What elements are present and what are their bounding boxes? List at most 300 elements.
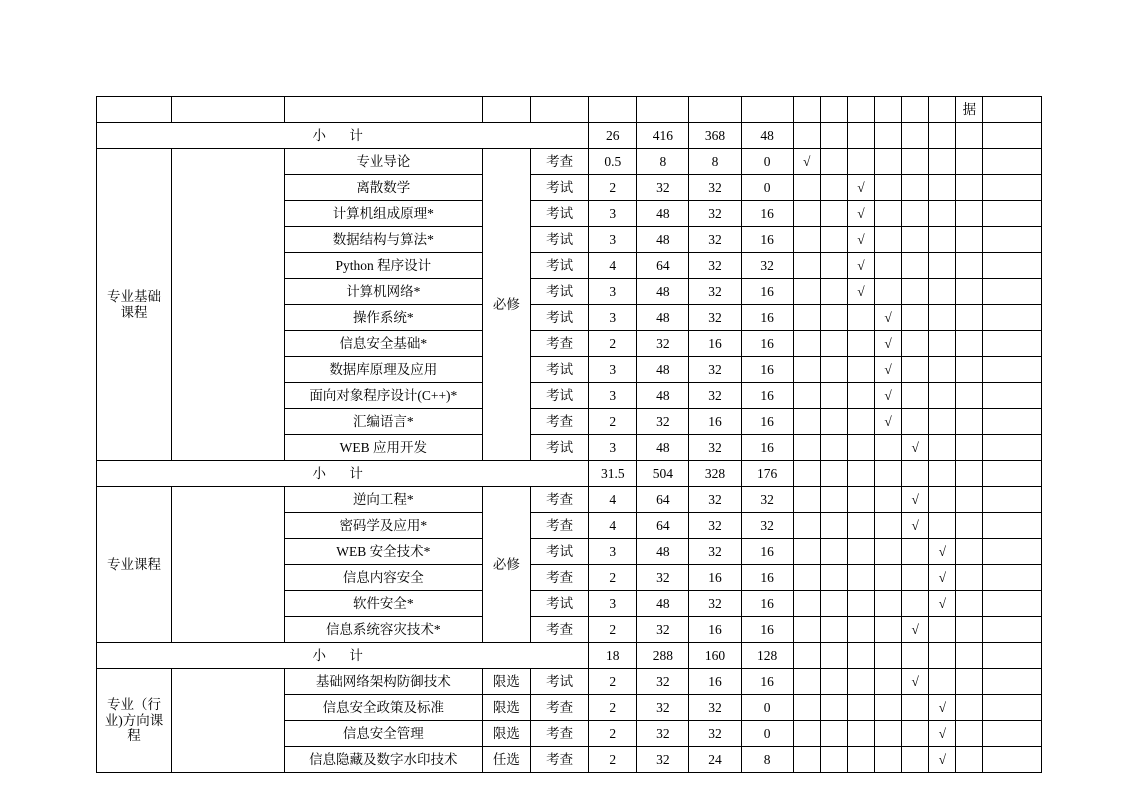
assessment: 考试: [530, 383, 588, 409]
term-7: [956, 565, 983, 591]
credits: 2: [589, 565, 637, 591]
credits: 3: [589, 305, 637, 331]
term-1: [793, 591, 820, 617]
term-6: [929, 669, 956, 695]
term-2: [820, 747, 847, 773]
term-2: [820, 305, 847, 331]
lab-hours: 16: [741, 669, 793, 695]
assessment: 考试: [530, 305, 588, 331]
table-row-partial-top: [97, 97, 1042, 123]
table-row: [97, 149, 1042, 175]
assessment: 考试: [530, 175, 588, 201]
cell-credits: [589, 97, 637, 123]
term-1: [793, 331, 820, 357]
term-5: [902, 643, 929, 669]
term-7: [956, 695, 983, 721]
term-3-check: √: [847, 201, 874, 227]
term-1: [793, 695, 820, 721]
term-4: [875, 695, 902, 721]
lecture-hours: 32: [689, 695, 741, 721]
assessment: 考查: [530, 695, 588, 721]
term-8: [983, 279, 1042, 305]
term-6: [929, 253, 956, 279]
subtotal-lecture-hours: 328: [689, 461, 741, 487]
lab-hours: 16: [741, 617, 793, 643]
term-8: [983, 747, 1042, 773]
term-3: [847, 305, 874, 331]
credits: 2: [589, 721, 637, 747]
course-name: 计算机网络*: [284, 279, 482, 305]
term-1: [793, 201, 820, 227]
term-4: [875, 201, 902, 227]
assessment: 考试: [530, 253, 588, 279]
term-8: [983, 305, 1042, 331]
term-4-check: √: [875, 357, 902, 383]
term-6-check: √: [929, 721, 956, 747]
term-7: [956, 279, 983, 305]
term-7: [956, 747, 983, 773]
course-name: 专业导论: [284, 149, 482, 175]
table-row: [97, 669, 1042, 695]
total-hours: 64: [637, 487, 689, 513]
assessment: 考查: [530, 331, 588, 357]
term-1: [793, 383, 820, 409]
term-8: [983, 227, 1042, 253]
term-4: [875, 747, 902, 773]
term-4: [875, 721, 902, 747]
lab-hours: 0: [741, 149, 793, 175]
table-row-subtotal-general: [97, 123, 1042, 149]
term-2: [820, 201, 847, 227]
term-7: [956, 539, 983, 565]
assessment: 考试: [530, 201, 588, 227]
credits: 2: [589, 617, 637, 643]
term-1: [793, 435, 820, 461]
term-4: [875, 149, 902, 175]
term-7: [956, 149, 983, 175]
lab-hours: 16: [741, 565, 793, 591]
term-4: [875, 513, 902, 539]
lab-hours: 16: [741, 331, 793, 357]
category-label-line3: 程: [127, 728, 141, 744]
term-2: [820, 513, 847, 539]
lecture-hours: 16: [689, 565, 741, 591]
credits: 2: [589, 409, 637, 435]
term-7: [956, 643, 983, 669]
cell-term-8: [983, 97, 1042, 123]
term-6: [929, 487, 956, 513]
lecture-hours: 32: [689, 253, 741, 279]
term-1: [793, 175, 820, 201]
term-1: [793, 253, 820, 279]
term-5: [902, 383, 929, 409]
total-hours: 48: [637, 435, 689, 461]
term-5: [902, 305, 929, 331]
lab-hours: 0: [741, 175, 793, 201]
credits: 3: [589, 539, 637, 565]
term-4: [875, 669, 902, 695]
term-4: [875, 227, 902, 253]
term-8: [983, 565, 1042, 591]
term-7: [956, 383, 983, 409]
term-3-check: √: [847, 279, 874, 305]
credits: 4: [589, 253, 637, 279]
cell-term-1: [793, 123, 820, 149]
term-1: [793, 279, 820, 305]
term-5-check: √: [902, 487, 929, 513]
lecture-hours: 16: [689, 331, 741, 357]
term-3: [847, 461, 874, 487]
cell-term-7-text: 据: [956, 97, 983, 123]
cell-term-6: [929, 123, 956, 149]
lecture-hours: 32: [689, 357, 741, 383]
credits: 3: [589, 357, 637, 383]
lecture-hours: 32: [689, 487, 741, 513]
course-name: 数据库原理及应用: [284, 357, 482, 383]
course-name: 计算机组成原理*: [284, 201, 482, 227]
term-7: [956, 721, 983, 747]
term-4: [875, 435, 902, 461]
course-name: 信息系统容灾技术*: [284, 617, 482, 643]
assessment: 考查: [530, 565, 588, 591]
term-1: [793, 357, 820, 383]
term-4-check: √: [875, 409, 902, 435]
term-5: [902, 175, 929, 201]
term-6-check: √: [929, 591, 956, 617]
lecture-hours: 24: [689, 747, 741, 773]
cell-term-4: [875, 123, 902, 149]
lecture-hours: 32: [689, 175, 741, 201]
lab-hours: 16: [741, 357, 793, 383]
total-hours: 8: [637, 149, 689, 175]
term-4: [875, 487, 902, 513]
total-hours: 48: [637, 227, 689, 253]
term-6: [929, 513, 956, 539]
term-5: [902, 409, 929, 435]
term-6: [929, 617, 956, 643]
term-4: [875, 461, 902, 487]
total-hours: 32: [637, 409, 689, 435]
term-3: [847, 747, 874, 773]
term-5-check: √: [902, 669, 929, 695]
credits: 2: [589, 331, 637, 357]
term-8: [983, 357, 1042, 383]
term-4: [875, 643, 902, 669]
total-hours: 48: [637, 539, 689, 565]
cell-lab-hours: [741, 97, 793, 123]
term-4-check: √: [875, 331, 902, 357]
term-2: [820, 487, 847, 513]
cell-category: [97, 97, 172, 123]
term-1: [793, 305, 820, 331]
total-hours: 32: [637, 175, 689, 201]
lab-hours: 0: [741, 721, 793, 747]
lab-hours: 16: [741, 201, 793, 227]
lecture-hours: 32: [689, 435, 741, 461]
term-7: [956, 617, 983, 643]
assessment: 考试: [530, 227, 588, 253]
total-hours: 32: [637, 565, 689, 591]
lecture-hours: 32: [689, 227, 741, 253]
required-cell: 必修: [482, 487, 530, 643]
subtotal-total-hours: 416: [637, 123, 689, 149]
subtotal-lab-hours: 176: [741, 461, 793, 487]
term-6: [929, 149, 956, 175]
cell-blank: [172, 669, 285, 773]
cell-term-8: [983, 123, 1042, 149]
term-3: [847, 617, 874, 643]
course-name: WEB 安全技术*: [284, 539, 482, 565]
term-8: [983, 669, 1042, 695]
term-2: [820, 721, 847, 747]
assessment: 考查: [530, 409, 588, 435]
category-cell-major: 专业课程: [97, 487, 172, 643]
assessment: 考试: [530, 435, 588, 461]
credits: 2: [589, 695, 637, 721]
term-5: [902, 227, 929, 253]
term-8: [983, 721, 1042, 747]
term-1: [793, 461, 820, 487]
term-5: [902, 331, 929, 357]
term-2: [820, 279, 847, 305]
term-4: [875, 175, 902, 201]
total-hours: 32: [637, 669, 689, 695]
term-5-check: √: [902, 513, 929, 539]
term-4: [875, 279, 902, 305]
category-label-line1: 专业（行: [107, 697, 162, 713]
cell-term-7: [956, 123, 983, 149]
course-name: 操作系统*: [284, 305, 482, 331]
term-2: [820, 669, 847, 695]
credits: 3: [589, 279, 637, 305]
term-2: [820, 435, 847, 461]
course-name: 面向对象程序设计(C++)*: [284, 383, 482, 409]
term-3: [847, 149, 874, 175]
term-7: [956, 669, 983, 695]
term-8: [983, 591, 1042, 617]
term-8: [983, 149, 1042, 175]
category-cell-direction: [97, 669, 172, 773]
assessment: 考试: [530, 279, 588, 305]
term-2: [820, 331, 847, 357]
course-name: 基础网络架构防御技术: [284, 669, 482, 695]
assessment: 考试: [530, 357, 588, 383]
term-2: [820, 539, 847, 565]
term-3-check: √: [847, 253, 874, 279]
cell-term-1: [793, 97, 820, 123]
term-3-check: √: [847, 227, 874, 253]
subtotal-credits: 18: [589, 643, 637, 669]
term-4-check: √: [875, 305, 902, 331]
term-2: [820, 565, 847, 591]
term-1: [793, 617, 820, 643]
term-4: [875, 591, 902, 617]
total-hours: 48: [637, 305, 689, 331]
course-name: 逆向工程*: [284, 487, 482, 513]
lab-hours: 8: [741, 747, 793, 773]
credits: 3: [589, 383, 637, 409]
total-hours: 32: [637, 331, 689, 357]
lecture-hours: 32: [689, 721, 741, 747]
term-2: [820, 695, 847, 721]
cell-term-5: [902, 97, 929, 123]
term-7: [956, 513, 983, 539]
term-7: [956, 591, 983, 617]
cell-total-hours: [637, 97, 689, 123]
course-name: 信息安全政策及标准: [284, 695, 482, 721]
course-name: 密码学及应用*: [284, 513, 482, 539]
lab-hours: 16: [741, 591, 793, 617]
term-7: [956, 487, 983, 513]
subtotal-label: 小 计: [97, 643, 589, 669]
term-2: [820, 227, 847, 253]
term-5: [902, 149, 929, 175]
credits: 3: [589, 201, 637, 227]
term-1: [793, 409, 820, 435]
subtotal-label: 小 计: [97, 123, 589, 149]
assessment: 考查: [530, 149, 588, 175]
term-6: [929, 461, 956, 487]
term-2: [820, 357, 847, 383]
total-hours: 48: [637, 383, 689, 409]
lab-hours: 32: [741, 253, 793, 279]
course-name: 数据结构与算法*: [284, 227, 482, 253]
table-row-subtotal-basic-major: [97, 461, 1042, 487]
required-cell: 限选: [482, 695, 530, 721]
term-3: [847, 357, 874, 383]
term-2: [820, 591, 847, 617]
total-hours: 32: [637, 695, 689, 721]
assessment: 考试: [530, 669, 588, 695]
term-4: [875, 617, 902, 643]
cell-term-3: [847, 123, 874, 149]
credits: 3: [589, 227, 637, 253]
lab-hours: 16: [741, 383, 793, 409]
cell-term-3: [847, 97, 874, 123]
cell-blank: [172, 487, 285, 643]
term-1: [793, 513, 820, 539]
course-name: 软件安全*: [284, 591, 482, 617]
term-6-check: √: [929, 565, 956, 591]
lab-hours: 32: [741, 513, 793, 539]
total-hours: 48: [637, 279, 689, 305]
term-6: [929, 331, 956, 357]
lab-hours: 16: [741, 409, 793, 435]
term-7: [956, 409, 983, 435]
term-8: [983, 175, 1042, 201]
term-1: [793, 643, 820, 669]
term-6-check: √: [929, 747, 956, 773]
term-3: [847, 513, 874, 539]
subtotal-lab-hours: 48: [741, 123, 793, 149]
category-label-line2: 业)方向课: [104, 712, 164, 728]
lab-hours: 16: [741, 227, 793, 253]
term-6: [929, 357, 956, 383]
term-6: [929, 175, 956, 201]
lecture-hours: 16: [689, 669, 741, 695]
term-3: [847, 565, 874, 591]
lab-hours: 0: [741, 695, 793, 721]
lab-hours: 16: [741, 305, 793, 331]
lecture-hours: 32: [689, 305, 741, 331]
category-label-line1: 专业基础: [107, 288, 162, 304]
total-hours: 32: [637, 747, 689, 773]
subtotal-total-hours: 504: [637, 461, 689, 487]
cell-term-2: [820, 123, 847, 149]
credits: 2: [589, 669, 637, 695]
credits: 4: [589, 513, 637, 539]
term-2: [820, 175, 847, 201]
term-1: [793, 669, 820, 695]
term-3: [847, 669, 874, 695]
table-row: [97, 487, 1042, 513]
term-1: [793, 721, 820, 747]
cell-assessment: [530, 97, 588, 123]
term-1: [793, 747, 820, 773]
term-6: [929, 409, 956, 435]
cell-term-6: [929, 97, 956, 123]
term-1: [793, 487, 820, 513]
lecture-hours: 16: [689, 617, 741, 643]
term-7: [956, 175, 983, 201]
term-4: [875, 565, 902, 591]
subtotal-total-hours: 288: [637, 643, 689, 669]
term-3: [847, 435, 874, 461]
lecture-hours: 16: [689, 409, 741, 435]
cell-lecture-hours: [689, 97, 741, 123]
subtotal-lab-hours: 128: [741, 643, 793, 669]
term-7: [956, 331, 983, 357]
term-2: [820, 383, 847, 409]
category-label-line2: 课程: [120, 304, 148, 320]
total-hours: 64: [637, 253, 689, 279]
term-8: [983, 487, 1042, 513]
lab-hours: 16: [741, 435, 793, 461]
cell-blank: [172, 97, 285, 123]
term-5: [902, 591, 929, 617]
term-5: [902, 695, 929, 721]
term-2: [820, 461, 847, 487]
required-cell: 必修: [482, 149, 530, 461]
lab-hours: 16: [741, 539, 793, 565]
term-8: [983, 201, 1042, 227]
term-5: [902, 357, 929, 383]
assessment: 考试: [530, 591, 588, 617]
term-5: [902, 461, 929, 487]
credits: 3: [589, 435, 637, 461]
term-4: [875, 539, 902, 565]
term-3: [847, 591, 874, 617]
term-2: [820, 617, 847, 643]
term-3: [847, 487, 874, 513]
term-5: [902, 201, 929, 227]
term-4: [875, 253, 902, 279]
term-6: [929, 305, 956, 331]
lab-hours: 32: [741, 487, 793, 513]
course-name: 信息隐藏及数字水印技术: [284, 747, 482, 773]
term-7: [956, 461, 983, 487]
lecture-hours: 8: [689, 149, 741, 175]
term-8: [983, 461, 1042, 487]
course-name: Python 程序设计: [284, 253, 482, 279]
course-name: 信息安全管理: [284, 721, 482, 747]
term-3: [847, 643, 874, 669]
term-2: [820, 149, 847, 175]
term-5: [902, 279, 929, 305]
term-5: [902, 539, 929, 565]
cell-blank: [172, 149, 285, 461]
term-8: [983, 617, 1042, 643]
